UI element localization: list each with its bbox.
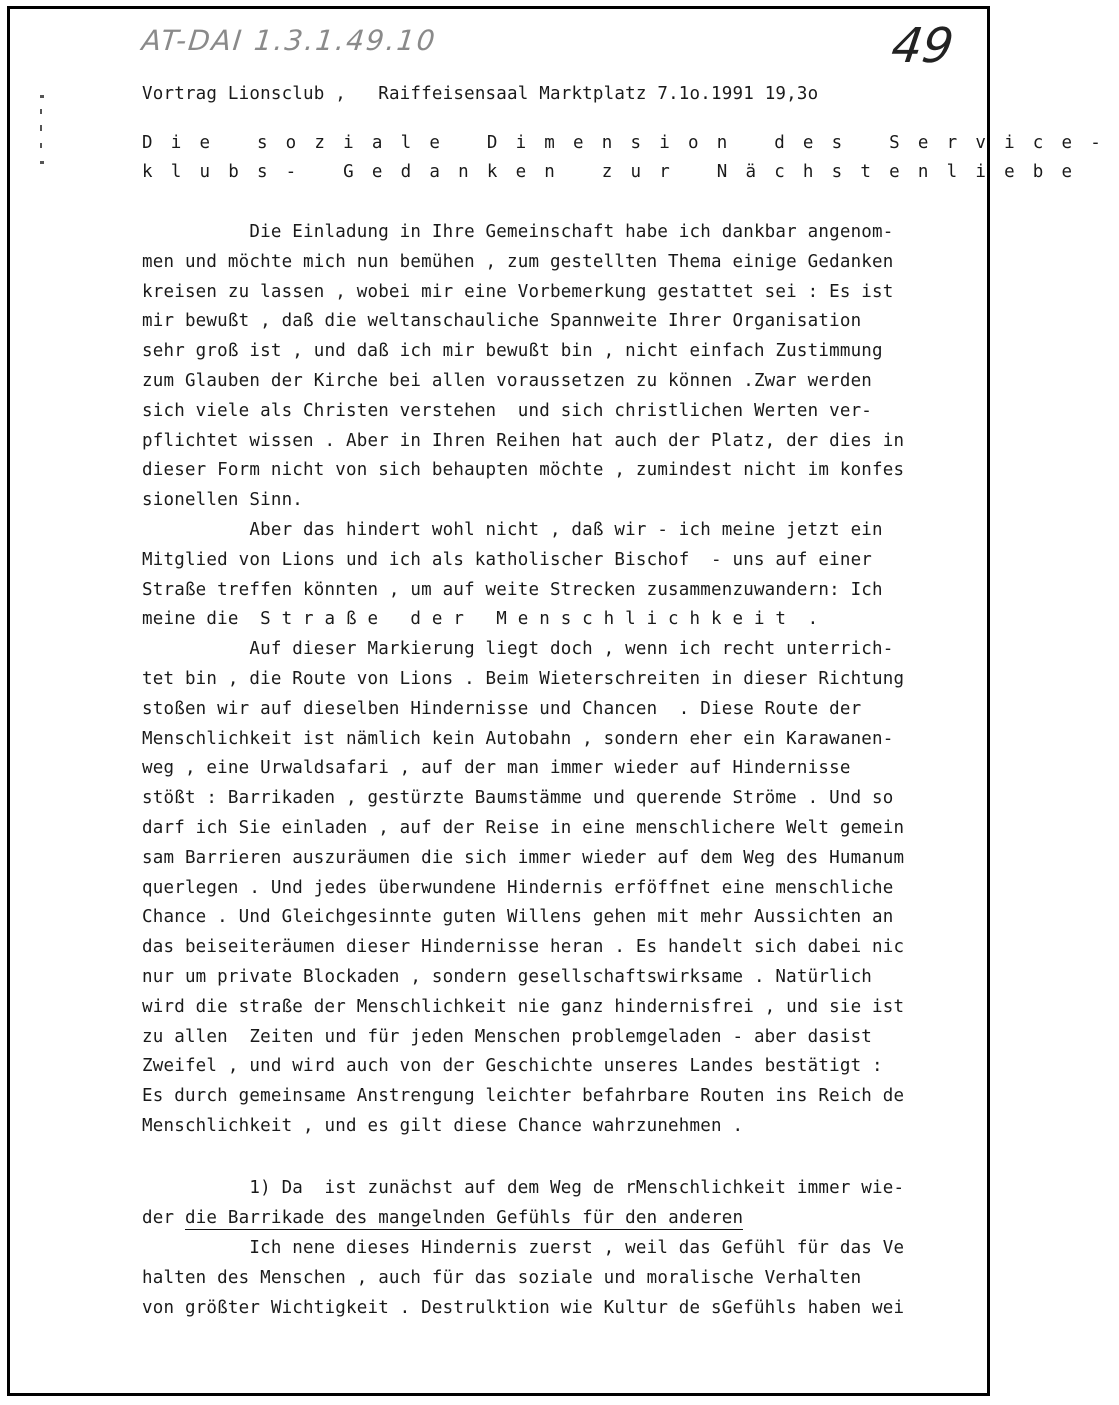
body-line: das beiseiteräumen dieser Hindernisse heran . Es handelt sich dabei nic xyxy=(142,937,905,958)
body-line: zu allen Zeiten und für jeden Menschen problemgeladen - aber dasist xyxy=(142,1026,873,1047)
body-line: Aber das hindert wohl nicht , daß wir - ich meine jetzt ein xyxy=(142,520,883,540)
body-line: sich viele als Christen verstehen und sich christlichen Werten ver- xyxy=(142,400,873,421)
header-line xyxy=(142,84,818,104)
body-line: darf ich Sie einladen , auf der Reise in eine menschlichere Welt gemein xyxy=(142,818,905,838)
body-line: meine die S t r a ß e d e r M e n s c h l i c h k e i t . xyxy=(142,609,819,630)
body-line: zum Glauben der Kirche bei allen voraussetzen zu können .Zwar werden xyxy=(142,371,873,391)
body-line: mir bewußt , daß die weltanschauliche Spannweite Ihrer Organisation xyxy=(142,311,862,332)
body-line: tet bin , die Route von Lions . Beim Wieterschreiten in dieser Richtung xyxy=(142,669,905,689)
body-line: weg , eine Urwaldsafari , auf der man immer wieder auf Hindernisse xyxy=(142,758,851,779)
body-line: nur um private Blockaden , sondern gesellschaftswirksame . Natürlich xyxy=(142,967,873,987)
section-1-line-1: 1) Da ist zunächst auf dem Weg de rMenschlichkeit immer wie- xyxy=(142,1178,905,1198)
body-line: sionellen Sinn. xyxy=(142,490,304,511)
title-line-2: klubs- Gedanken zur Nächstenliebe xyxy=(142,162,1091,182)
section-1-line-4: halten des Menschen , auch für das soziale und moralische Verhalten xyxy=(142,1268,862,1288)
body-line: Auf dieser Markierung liegt doch , wenn ich recht unterrich- xyxy=(142,639,894,660)
body-line: Straße treffen könnten , um auf weite Strecken zusammenzuwandern: Ich xyxy=(142,579,883,600)
body-line: Menschlichkeit ist nämlich kein Autobahn , sondern eher ein Karawanen- xyxy=(142,728,894,749)
section-1-line-5: von größter Wichtigkeit . Destrulktion wie Kultur de sGefühls haben wei xyxy=(142,1298,905,1318)
header-event: Vortrag Lionsclub , xyxy=(142,84,346,104)
body-line: sam Barrieren auszuräumen die sich immer wieder auf dem Weg des Humanum xyxy=(142,847,905,868)
header-venue: Raiffeisensaal Marktplatz 7.1o.1991 19,3o xyxy=(378,84,819,104)
body-line: Es durch gemeinsame Anstrengung leichter befahrbare Routen ins Reich de xyxy=(142,1086,905,1107)
body-line: Mitglied von Lions und ich als katholischer Bischof - uns auf einer xyxy=(142,549,873,570)
body-line: stoßen wir auf dieselben Hindernisse und Chancen . Diese Route der xyxy=(142,698,862,719)
body-line: wird die straße der Menschlichkeit nie ganz hindernisfrei , und sie ist xyxy=(142,996,905,1017)
archive-reference: AT-DAI 1.3.1.49.10 xyxy=(140,24,439,57)
body-line: sehr groß ist , und daß ich mir bewußt bin , nicht einfach Zustimmung xyxy=(142,341,883,362)
body-line: Die Einladung in Ihre Gemeinschaft habe ich dankbar angenom- xyxy=(142,222,894,242)
body-line: querlegen . Und jedes überwundene Hindernis erföffnet eine menschliche xyxy=(142,877,894,898)
body-line: Zweifel , und wird auch von der Geschichte unseres Landes bestätigt : xyxy=(142,1056,883,1077)
body-line: men und möchte mich nun bemühen , zum gestellten Thema einige Gedanken xyxy=(142,251,894,272)
margin-marks xyxy=(40,95,52,175)
section-1-heading-underlined: die Barrikade des mangelnden Gefühls für den anderen xyxy=(184,1208,744,1228)
body-line: Chance . Und Gleichgesinnte guten Willens gehen mit mehr Aussichten an xyxy=(142,907,894,928)
section-1-prefix: der xyxy=(142,1208,185,1228)
section-1-line-2 xyxy=(142,1208,765,1228)
section-1-line-3: Ich nene dieses Hindernis zuerst , weil das Gefühl für das Ve xyxy=(142,1238,905,1258)
body-line: pflichtet wissen . Aber in Ihren Reihen hat auch der Platz, der dies in xyxy=(142,430,905,451)
body-line: stößt : Barrikaden , gestürzte Baumstämme und querende Ströme . Und so xyxy=(142,788,894,809)
title-line-1: Die soziale Dimension des Service- xyxy=(142,133,1119,153)
page-number: 49 xyxy=(888,18,958,74)
body-line: Menschlichkeit , und es gilt diese Chance wahrzunehmen . xyxy=(142,1116,744,1136)
body-line: dieser Form nicht von sich behaupten möchte , zumindest nicht im konfes xyxy=(142,460,905,481)
body-line: kreisen zu lassen , wobei mir eine Vorbemerkung gestattet sei : Es ist xyxy=(142,281,894,302)
